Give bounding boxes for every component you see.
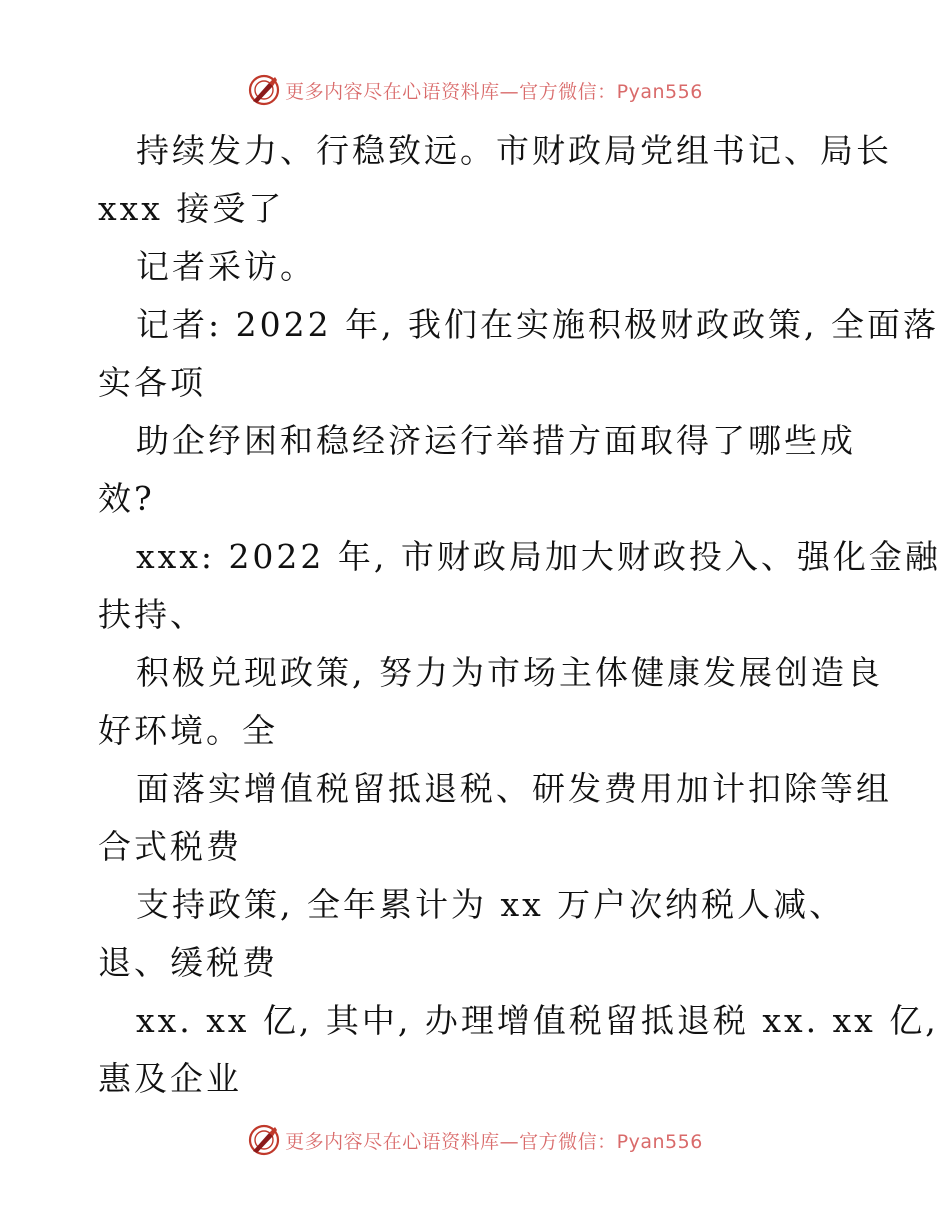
watermark-text: 更多内容尽在心语资料库—官方微信：Pyan556 <box>285 1130 703 1153</box>
header-watermark <box>0 70 950 110</box>
text-line: 助企纾困和稳经济运行举措方面取得了哪些成 <box>136 421 856 460</box>
footer-watermark <box>0 1120 950 1160</box>
pen-logo-icon <box>247 1123 281 1157</box>
text-line: 记者采访。 <box>136 247 316 286</box>
text-line: 合式税费 <box>98 827 242 866</box>
text-line: xxx: 2022 年, 市财政局加大财政投入、强化金融 <box>136 537 941 576</box>
text-line: 好环境。全 <box>98 711 278 750</box>
text-line: 惠及企业 <box>98 1059 242 1098</box>
text-line: 记者: 2022 年, 我们在实施积极财政政策, 全面落 <box>136 305 940 344</box>
text-line: 实各项 <box>98 363 206 402</box>
text-line: 面落实增值税留抵退税、研发费用加计扣除等组 <box>136 769 892 808</box>
watermark-text: 更多内容尽在心语资料库—官方微信：Pyan556 <box>285 80 703 103</box>
pen-logo-icon <box>247 73 281 107</box>
text-line: 支持政策, 全年累计为 xx 万户次纳税人减、 <box>136 885 846 924</box>
text-line: xx. xx 亿, 其中, 办理增值税留抵退税 xx. xx 亿, <box>136 1001 939 1040</box>
text-line: 积极兑现政策, 努力为市场主体健康发展创造良 <box>136 653 883 692</box>
text-line: 持续发力、行稳致远。市财政局党组书记、局长 <box>136 131 892 170</box>
document-body <box>98 122 941 1108</box>
text-line: 退、缓税费 <box>98 943 278 982</box>
text-line: 扶持、 <box>98 595 206 634</box>
text-line: xxx 接受了 <box>98 189 285 228</box>
text-line: 效? <box>98 479 155 518</box>
